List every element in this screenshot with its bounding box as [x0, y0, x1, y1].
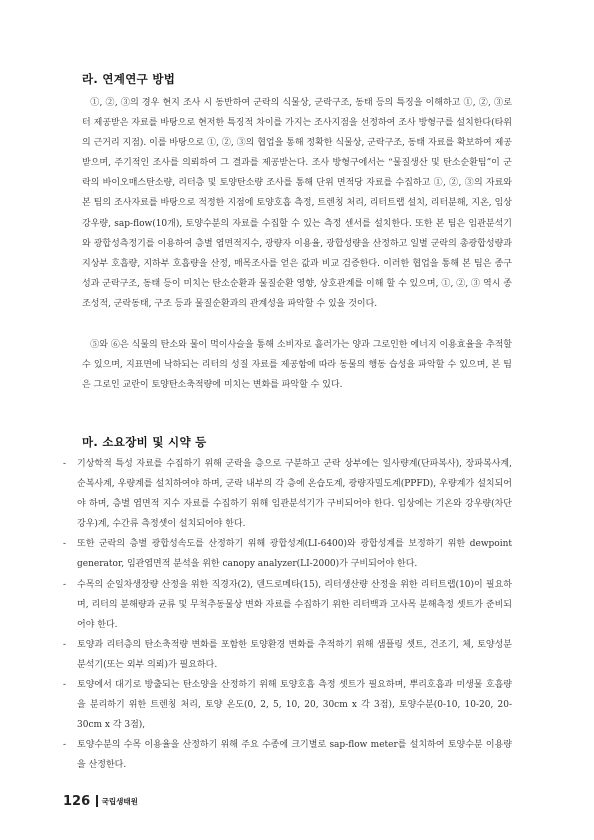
bullet-dash: -	[63, 680, 67, 691]
equipment-list	[63, 454, 512, 776]
list-item	[63, 735, 512, 775]
list-item-text: 또한 군락의 층별 광합성속도를 산정하기 위해 광합성계(LI-6400)와 광합성계를 보정하기 위한 dewpoint generator, 임관엽면적 분석을 위한 canopy analyzer(LI-2000)가 구비되어야 한다.	[77, 539, 512, 570]
list-item	[63, 534, 512, 574]
paragraph-collaboration-text: ①, ②, ③의 경우 현지 조사 시 동반하여 군락의 식물상, 군락구조, 동태 등의 특징을 이해하고 ①, ②, ③로터 제공받은 자료를 바탕으로 현저한 특징적 차이를 가지는 조사지점을 선정하여 조사 방형구를 설치한다(타위의 근거리 지점). 이를 바탕으로 ①, ②, ③의 협업을 통해 정확한 식물상, 군락구조, 동태 자료를 확보하여 제공받으며, 주기적인 조사를 의뢰하여 그 결과를 제공받는다. 조사 방형구에서는 “물질생산 및 탄소순환팀”이 군락의 바이오매스탄소량, 리터층 및 토양탄소량 조사를 통해 단위 면적당 자료를 수집하고 ①, ②, ③의 자료와 본 팀의 조사자료를 바탕으로 적정한 지점에 토양호흡 측정, 트렌칭 처리, 리터트랩 설치, 리터분해, 지온, 임상강우량, sap-flow(10개), 토양수분의 자료를 수집할 수 있는 측정 센서를 설치한다. 또한 본 팀은 임관분석기와 광합성측정기를 이용하여 층별 엽면적지수, 광량자 이용율, 광합성량을 산정하고 일별 군락의 총광합성량과 지상부 호흡량, 지하부 호흡량을 산정, 매목조사를 얻은 값과 비교 검증한다. 이러한 협업을 통해 본 팀은 종구성과 군락구조, 동태 등이 미치는 탄소순환과 물질순환 영향, 상호관계를 이해 할 수 있으며, ①, ②, ③ 역시 종조성적, 군락동태, 구조 등과 물질순환과의 관계성을 파악할 수 있을 것이다.	[82, 98, 512, 309]
list-item-text: 토양수분의 수목 이용율을 산정하기 위해 주요 수종에 크기별로 sap-flow meter를 설치하여 토양수분 이용량을 산정한다.	[77, 740, 512, 771]
list-item	[63, 675, 512, 735]
list-item-text: 토양에서 대기로 방출되는 탄소양을 산정하기 위해 토양호흡 측정 셋트가 필요하며, 뿌리호흡과 미생물 호흡량을 분리하기 위한 트렌칭 처리, 토양 온도(0, 2, 5, 10, 20, 30cm x 각 3점), 토양수분(0-10, 10-20, 20-30cm x 각 3점),	[77, 680, 512, 731]
list-item-text: 기상학적 특성 자료를 수집하기 위해 군락을 층으로 구분하고 군락 상부에는 일사량계(단파복사), 장파복사계, 순복사계, 우량계를 설치하여야 하며, 군락 내부의 각 층에 온습도계, 광량자밀도계(PPFD), 우량계가 설치되어야 하며, 층별 엽면적 지수 자료를 수집하기 위해 임관분석기가 구비되어야 한다. 임상에는 기온와 강우량(차단강우)계, 수간류 측정셋이 설치되어야 한다.	[77, 459, 512, 530]
bullet-dash: -	[63, 740, 67, 751]
bullet-dash: -	[63, 579, 67, 590]
publisher-name: 국립생태원	[101, 796, 138, 806]
footer-divider	[96, 795, 98, 807]
paragraph-foodweb-text: ⑤와 ⑥은 식물의 탄소와 물이 먹이사슬을 통해 소비자로 흘러가는 양과 그로인한 에너지 이용효율을 추적할 수 있으며, 지표면에 낙하되는 리터의 성질 자료를 제공함에 따라 동물의 행동 습성을 파악할 수 있으며, 본 팀은 그로인 교란이 토양탄소축적량에 미치는 변화를 파악할 수 있다.	[82, 340, 512, 391]
bullet-dash: -	[63, 539, 67, 550]
list-item-text: 수목의 순일차생장량 산정을 위한 직경자(2), 덴드로메타(15), 리터생산량 산정을 위한 리터트랩(10)이 필요하며, 리터의 분해량과 균류 및 무척추동물상 변화 자료를 수집하기 위한 리터백과 고사목 분해측정 셋트가 준비되어야 한다.	[77, 579, 512, 630]
page-footer	[63, 793, 138, 809]
paragraph-foodweb	[82, 335, 512, 395]
list-item	[63, 454, 512, 534]
bullet-dash: -	[63, 639, 67, 650]
list-item	[63, 635, 512, 675]
section-heading-ra: 라. 연계연구 방법	[82, 72, 176, 86]
list-item	[63, 575, 512, 635]
bullet-dash: -	[63, 459, 67, 469]
section-heading-ma: 마. 소요장비 및 시약 등	[82, 435, 207, 449]
list-item-text: 토양과 리터층의 탄소축적량 변화를 포함한 토양환경 변화를 추적하기 위해 샘플링 셋트, 건조기, 체, 토양성분 분석기(또는 외부 의뢰)가 필요하다.	[77, 639, 512, 670]
page-number: 126	[63, 793, 91, 809]
paragraph-collaboration	[82, 93, 512, 314]
